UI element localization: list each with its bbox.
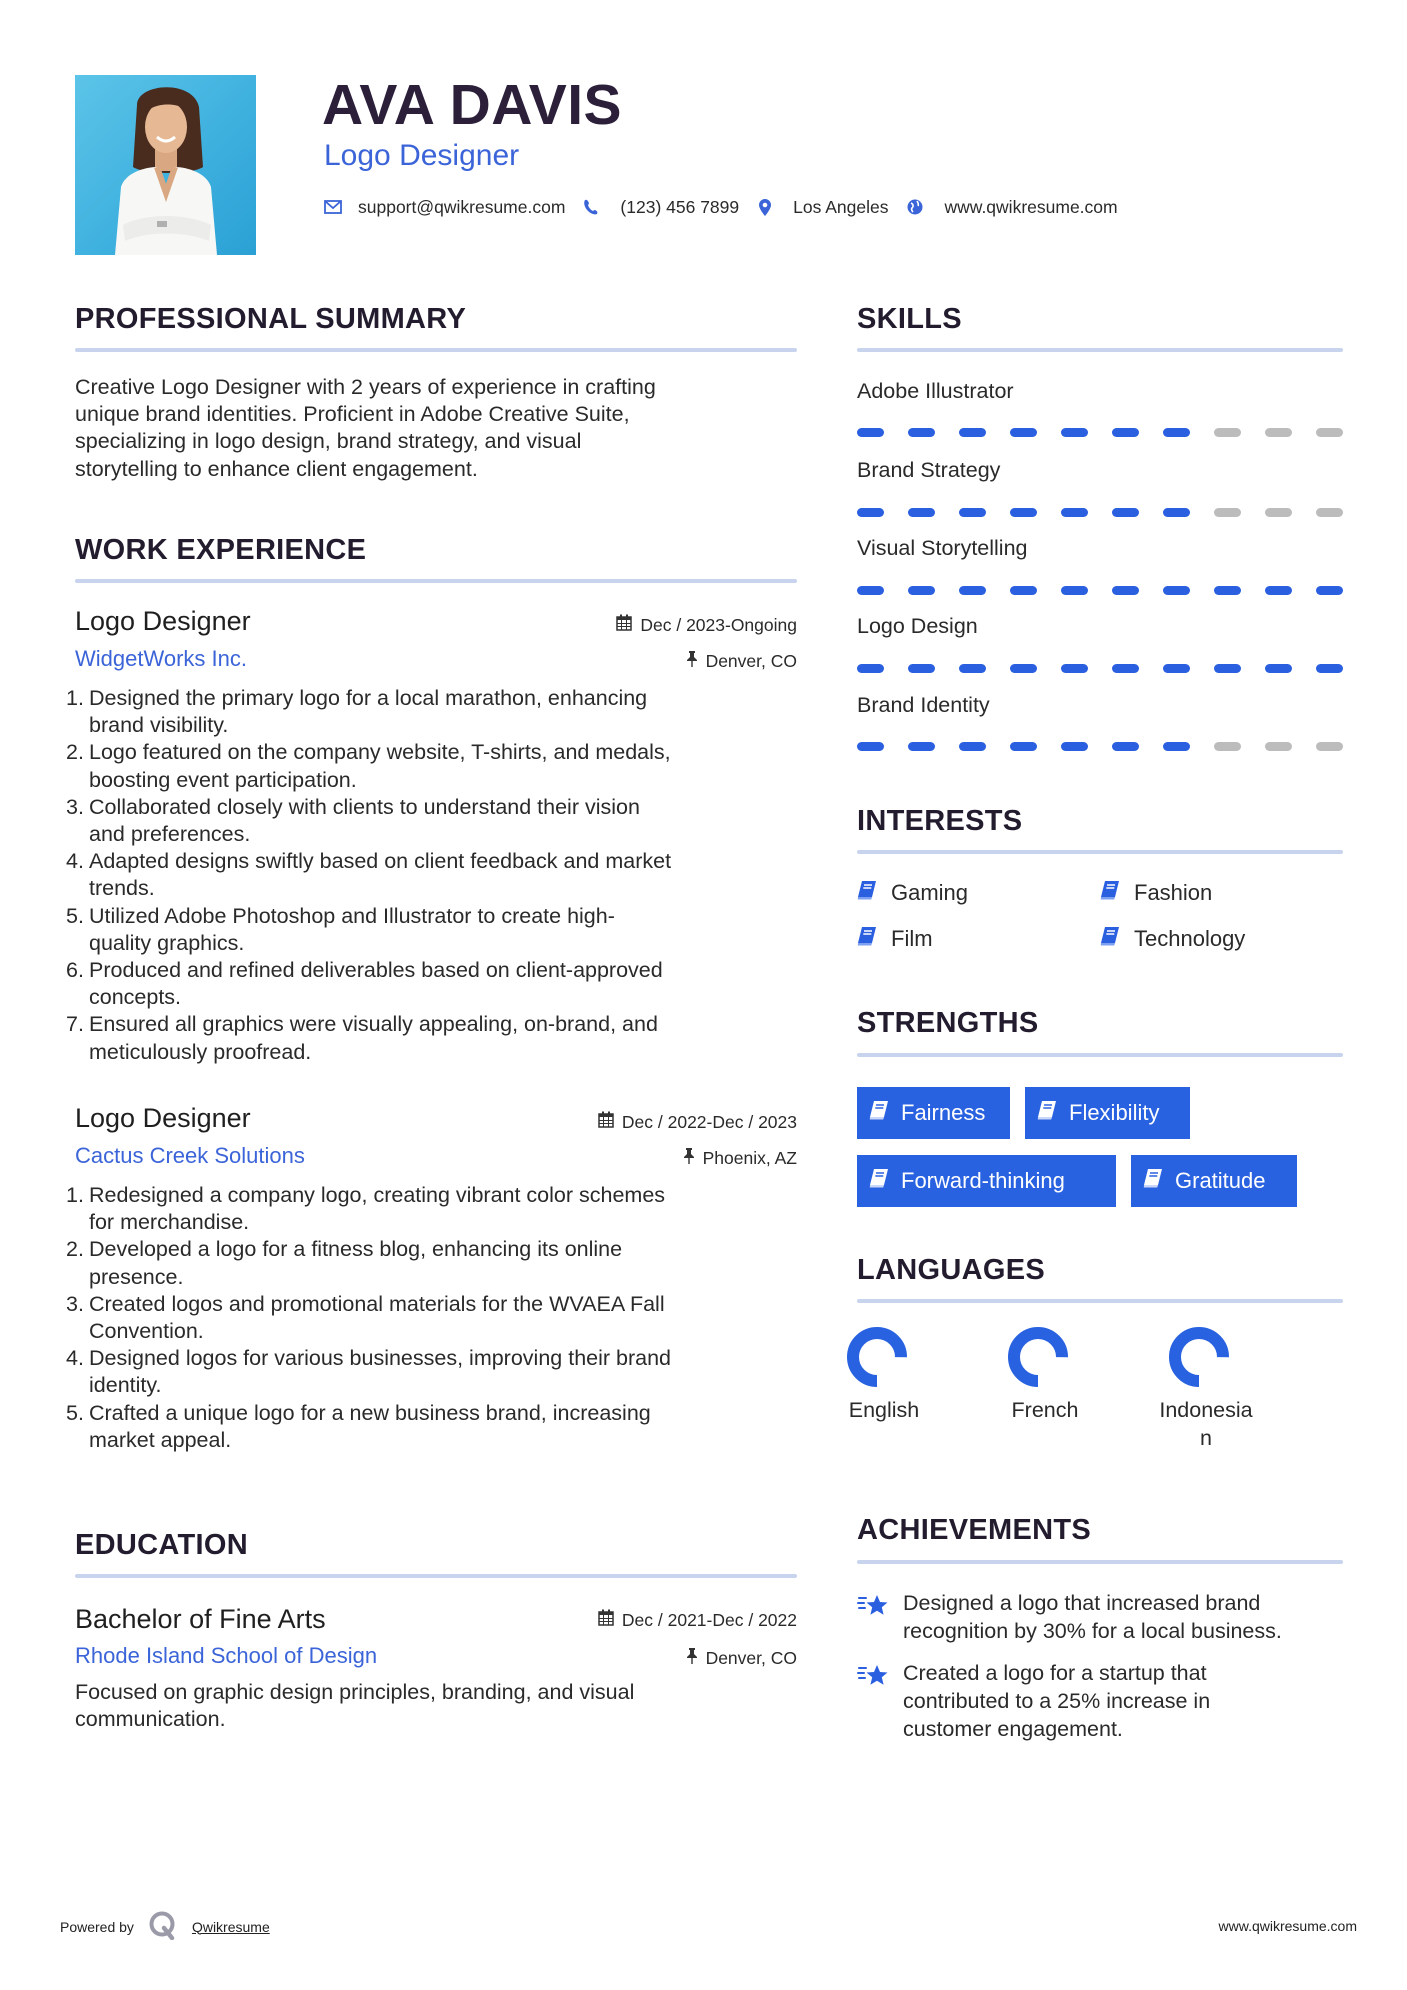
interest-item (857, 878, 968, 908)
language-name: French (1011, 1398, 1079, 1422)
skill-dash-filled (1214, 664, 1241, 673)
skill-dash-empty (1316, 428, 1343, 437)
summary-line: storytelling to enhance client engagement. (75, 456, 478, 481)
summary-line: Creative Logo Designer with 2 years of experience in crafting (75, 375, 656, 399)
bullet-item: 4. Adapted designs swiftly based on client feedback and market trends. (66, 849, 672, 901)
job-location-text: Phoenix, AZ (702, 1148, 797, 1168)
qwikresume-logo-icon (148, 1910, 178, 1943)
pushpin-icon (686, 649, 698, 673)
skill-dash-filled (1061, 664, 1088, 673)
skill-dash-filled (1010, 742, 1037, 751)
achievements-heading: ACHIEVEMENTS (857, 1514, 1092, 1546)
section-divider (75, 579, 797, 583)
book-icon (857, 878, 877, 908)
skill-dash-filled (908, 586, 935, 595)
skill-dash-filled (1214, 586, 1241, 595)
skill-dash-filled (1163, 586, 1190, 595)
profile-photo (75, 75, 256, 255)
education-line: Focused on graphic design principles, branding, and visual (75, 1680, 635, 1704)
bullet-item: 2. Logo featured on the company website, T-shirts, and medals, boosting event participation. (66, 740, 671, 792)
pushpin-icon (683, 1146, 695, 1170)
book-icon (857, 924, 877, 954)
job-bullets (66, 685, 806, 1066)
skill-dash-filled (1061, 508, 1088, 517)
education-location (686, 1646, 797, 1670)
skill-dash-filled (959, 664, 986, 673)
skill-dash-filled (908, 664, 935, 673)
skill-dash-filled (959, 586, 986, 595)
skills-heading: SKILLS (857, 303, 962, 335)
book-icon (869, 1168, 889, 1194)
skill-level-meter (857, 664, 1343, 673)
skill-dash-filled (1163, 508, 1190, 517)
skill-dash-empty (1214, 742, 1241, 751)
strength-tag (857, 1087, 1010, 1139)
languages-heading: LANGUAGES (857, 1254, 1045, 1286)
skill-name: Adobe Illustrator (857, 379, 1014, 403)
language-name: Indonesia (1159, 1398, 1253, 1422)
section-divider (857, 850, 1343, 854)
book-icon (869, 1100, 889, 1126)
language-name: n (1200, 1426, 1212, 1450)
degree-title: Bachelor of Fine Arts (75, 1604, 326, 1634)
interest-label: Gaming (891, 880, 969, 905)
skill-dash-filled (857, 586, 884, 595)
skill-dash-filled (908, 428, 935, 437)
powered-by-label: Powered by (60, 1918, 134, 1935)
language-proficiency-ring (1168, 1326, 1230, 1388)
achievement-line: contributed to a 25% increase in (903, 1689, 1211, 1713)
skill-level-meter (857, 428, 1343, 437)
contact-row (324, 194, 1118, 220)
language-proficiency-ring (1007, 1326, 1069, 1388)
calendar-icon (598, 1608, 614, 1632)
skill-dash-filled (1112, 742, 1139, 751)
candidate-title: Logo Designer (324, 139, 520, 172)
skill-dash-filled (1010, 586, 1037, 595)
skill-dash-empty (1265, 742, 1292, 751)
summary-text (75, 374, 797, 483)
language-item (987, 1326, 1117, 1424)
section-divider (857, 348, 1343, 352)
contact-phone[interactable]: (123) 456 7899 (620, 196, 740, 217)
globe-icon (907, 199, 923, 215)
person-photo-illustration (75, 75, 256, 255)
job-bullets (66, 1182, 806, 1454)
skill-dash-empty (1316, 508, 1343, 517)
skill-dash-filled (959, 508, 986, 517)
skill-dash-filled (1061, 586, 1088, 595)
skill-dash-empty (1214, 428, 1241, 437)
skill-dash-filled (959, 428, 986, 437)
star-achievement-icon (857, 1659, 889, 1743)
achievement-line: Created a logo for a startup that (903, 1661, 1207, 1685)
strengths-heading: STRENGTHS (857, 1007, 1039, 1039)
company-name[interactable]: WidgetWorks Inc. (75, 646, 247, 671)
skill-level-meter (857, 742, 1343, 751)
skill-dash-filled (1163, 664, 1190, 673)
bullet-item: 5. Crafted a unique logo for a new business brand, increasing market appeal. (66, 1400, 651, 1452)
book-icon (1143, 1168, 1163, 1194)
education-dates (598, 1608, 797, 1632)
job-location (686, 649, 797, 673)
language-name: English (848, 1398, 920, 1422)
footer-powered-by (60, 1910, 270, 1943)
skill-name: Logo Design (857, 614, 978, 638)
skill-dash-filled (857, 428, 884, 437)
star-achievement-icon (857, 1589, 889, 1645)
bullet-item: 7. Ensured all graphics were visually appealing, on-brand, and meticulously proofread. (66, 1012, 658, 1064)
strength-label: Flexibility (1069, 1100, 1160, 1125)
skill-dash-filled (959, 742, 986, 751)
bullet-item: 4. Designed logos for various businesses, improving their brand identity. (66, 1346, 672, 1398)
education-heading: EDUCATION (75, 1529, 248, 1561)
skill-dash-filled (1316, 586, 1343, 595)
summary-heading: PROFESSIONAL SUMMARY (75, 303, 467, 335)
education-dates-text: Dec / 2021-Dec / 2022 (621, 1610, 797, 1630)
skill-level-meter (857, 586, 1343, 595)
education-location-text: Denver, CO (705, 1648, 797, 1668)
education-description (75, 1679, 797, 1733)
skill-name: Brand Identity (857, 693, 990, 717)
bullet-item: 3. Collaborated closely with clients to understand their vision and preferences. (66, 794, 640, 847)
achievement-line: Designed a logo that increased brand (903, 1591, 1261, 1615)
skill-dash-filled (1265, 586, 1292, 595)
skill-dash-filled (1112, 428, 1139, 437)
language-proficiency-ring (846, 1326, 908, 1388)
section-divider (75, 1574, 797, 1578)
strength-label: Forward-thinking (901, 1168, 1065, 1193)
skill-dash-empty (1265, 428, 1292, 437)
skill-dash-filled (1163, 428, 1190, 437)
job-dates (616, 613, 797, 637)
language-item (1148, 1326, 1278, 1452)
strength-tag (1131, 1155, 1297, 1207)
summary-line: specializing in logo design, brand strategy, and visual (75, 429, 582, 454)
achievement-line: customer engagement. (903, 1717, 1123, 1741)
book-icon (1100, 924, 1120, 954)
bullet-item: 1. Redesigned a company logo, creating vibrant color schemes for merchandise. (66, 1183, 666, 1235)
job-dates-text: Dec / 2022-Dec / 2023 (621, 1112, 797, 1132)
bullet-item: 1. Designed the primary logo for a local marathon, enhancing brand visibility. (66, 686, 648, 738)
interest-label: Fashion (1134, 880, 1213, 905)
skill-dash-filled (1010, 508, 1037, 517)
language-item (826, 1326, 956, 1424)
interest-label: Film (891, 926, 933, 951)
contact-location: Los Angeles (793, 196, 889, 217)
skill-dash-filled (1010, 428, 1037, 437)
skill-dash-empty (1214, 508, 1241, 517)
strength-label: Fairness (901, 1100, 986, 1125)
skill-dash-filled (908, 742, 935, 751)
job-dates (598, 1110, 797, 1134)
skill-level-meter (857, 508, 1343, 517)
skill-dash-filled (908, 508, 935, 517)
skill-dash-filled (1061, 428, 1088, 437)
experience-heading: WORK EXPERIENCE (75, 534, 367, 566)
skill-dash-filled (857, 508, 884, 517)
skill-dash-filled (1316, 664, 1343, 673)
interest-item (1100, 878, 1212, 908)
contact-email[interactable]: support@qwikresume.com (358, 196, 566, 217)
footer-website[interactable]: www.qwikresume.com (1218, 1918, 1357, 1934)
strength-tag (857, 1155, 1116, 1207)
school-name[interactable]: Rhode Island School of Design (75, 1643, 378, 1668)
calendar-icon (598, 1110, 614, 1134)
map-pin-icon (759, 199, 771, 216)
calendar-icon (616, 613, 632, 637)
bullet-item: 3. Created logos and promotional materials for the WVAEA Fall Convention. (66, 1291, 665, 1344)
skill-dash-filled (1061, 742, 1088, 751)
bullet-item: 2. Developed a logo for a fitness blog, enhancing its online presence. (66, 1237, 623, 1289)
qwikresume-link[interactable]: Qwikresume (191, 1918, 270, 1935)
achievement-item (857, 1589, 1357, 1645)
skill-name: Brand Strategy (857, 458, 1001, 482)
skill-dash-empty (1265, 508, 1292, 517)
achievement-line: recognition by 30% for a local business. (903, 1619, 1282, 1643)
interest-item (857, 924, 933, 954)
envelope-icon (324, 200, 342, 214)
skill-name: Visual Storytelling (857, 536, 1028, 560)
bullet-item: 6. Produced and refined deliverables based on client-approved concepts. (66, 958, 663, 1010)
job-location-text: Denver, CO (705, 651, 797, 671)
section-divider (857, 1053, 1343, 1057)
skill-dash-filled (1265, 664, 1292, 673)
pushpin-icon (686, 1646, 698, 1670)
contact-website[interactable]: www.qwikresume.com (944, 196, 1118, 217)
job-title: Logo Designer (75, 1103, 251, 1133)
skill-dash-filled (857, 742, 884, 751)
book-icon (1037, 1100, 1057, 1126)
interest-label: Technology (1134, 926, 1246, 951)
skill-dash-filled (1112, 586, 1139, 595)
interest-item (1100, 924, 1245, 954)
summary-line: unique brand identities. Proficient in Adobe Creative Suite, (75, 402, 630, 427)
bullet-item: 5. Utilized Adobe Photoshop and Illustrator to create high- quality graphics. (66, 903, 615, 955)
skill-dash-empty (1316, 742, 1343, 751)
interests-heading: INTERESTS (857, 805, 1023, 837)
job-dates-text: Dec / 2023-Ongoing (640, 615, 797, 635)
candidate-name: AVA DAVIS (322, 73, 623, 137)
skill-dash-filled (857, 664, 884, 673)
strength-label: Gratitude (1175, 1168, 1266, 1193)
section-divider (857, 1560, 1343, 1564)
skill-dash-filled (1112, 664, 1139, 673)
phone-icon (583, 199, 598, 215)
company-name[interactable]: Cactus Creek Solutions (75, 1143, 305, 1168)
skill-dash-filled (1010, 664, 1037, 673)
skill-dash-filled (1112, 508, 1139, 517)
job-location (683, 1146, 797, 1170)
skill-dash-filled (1163, 742, 1190, 751)
section-divider (857, 1299, 1343, 1303)
strength-tag (1025, 1087, 1190, 1139)
job-title: Logo Designer (75, 606, 251, 636)
section-divider (75, 348, 797, 352)
achievement-item (857, 1659, 1357, 1743)
education-line: communication. (75, 1707, 226, 1732)
book-icon (1100, 878, 1120, 908)
